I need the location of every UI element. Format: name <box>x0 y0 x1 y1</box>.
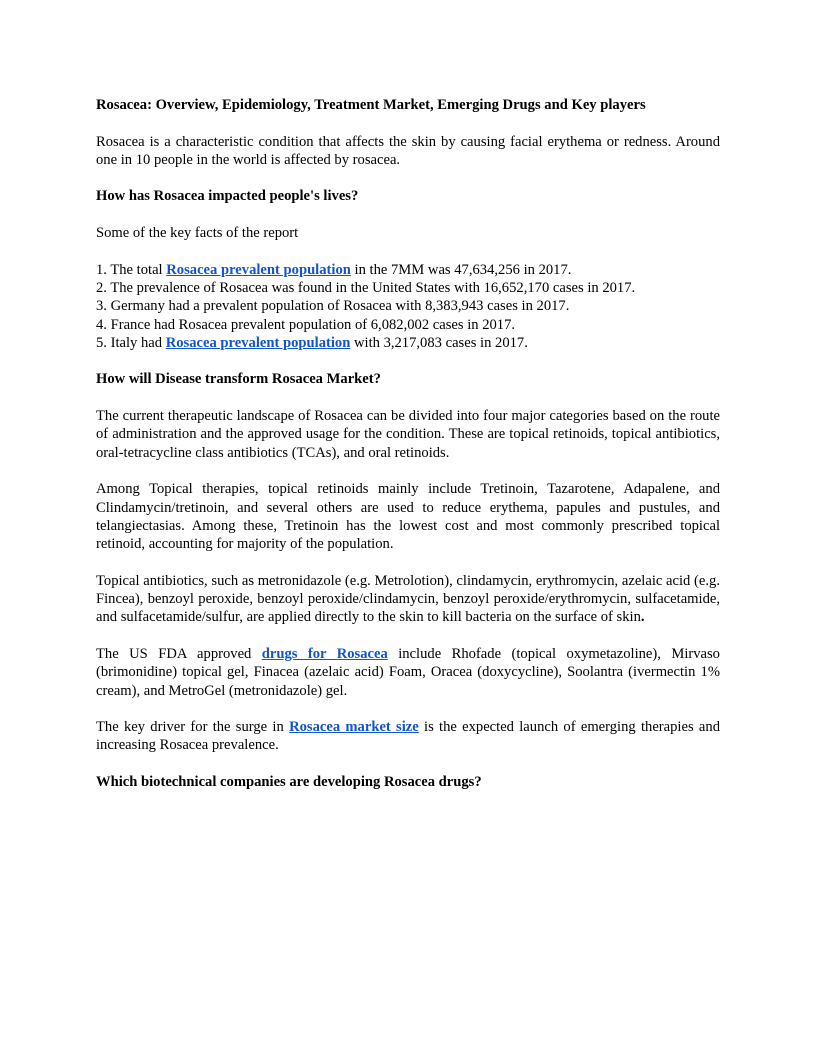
fda-prefix: The US FDA approved <box>96 645 262 662</box>
fact-item-2: 2. The prevalence of Rosacea was found in the United States with 16,652,170 cases in 2017. <box>96 279 636 296</box>
document-title: Rosacea: Overview, Epidemiology, Treatment Market, Emerging Drugs and Key players <box>96 97 646 113</box>
impact-heading: How has Rosacea impacted people's lives? <box>96 188 359 205</box>
fda-paragraph <box>96 645 720 700</box>
intro-paragraph: Rosacea is a characteristic condition that affects the skin by causing facial erythema or redness. Around one in 10 people in the world is affected by rosacea. <box>96 133 720 168</box>
fact-item-4: 4. France had Rosacea prevalent population of 6,082,002 cases in 2017. <box>96 316 516 333</box>
driver-suffix: is the expected launch of emerging therapies and increasing Rosacea prevalence. <box>96 719 720 754</box>
topical-antibiotics-paragraph <box>96 572 720 627</box>
fda-suffix: include Rhofade (topical oxymetazoline), Mirvaso (brimonidine) topical gel, Finacea (azelaic acid) Foam, Oracea (doxycycline), Soolantra (ivermectin 1% cream), and MetroGel (metronidazole) gel. <box>96 645 720 699</box>
landscape-paragraph: The current therapeutic landscape of Rosacea can be divided into four major categories based on the route of administration and the approved usage for the condition. These are topical retinoids, topical antibiotics, oral-tetracycline class antibiotics (TCAs), and oral retinoids. <box>96 408 720 461</box>
fact-5-suffix: with 3,217,083 cases in 2017. <box>350 334 528 351</box>
driver-prefix: The key driver for the surge in <box>96 719 290 736</box>
driver-paragraph <box>96 718 720 755</box>
rosacea-prevalent-population-link-2[interactable]: Rosacea prevalent population <box>165 334 351 351</box>
fact-1-prefix: 1. The total <box>96 261 167 278</box>
rosacea-market-size-link[interactable]: Rosacea market size <box>289 719 419 736</box>
fact-5-prefix: 5. Italy had <box>96 334 166 351</box>
drugs-for-rosacea-link[interactable]: drugs for Rosacea <box>261 645 388 662</box>
topical-therapies-paragraph: Among Topical therapies, topical retinoids mainly include Tretinoin, Tazarotene, Adapalene, and Clindamycin/tretinoin, and several others are used to reduce erythema, papules and pustules, and telangiectasias. Among these, Tretinoin has the lowest cost and most commonly prescribed topical retinoid, accounting for majority of the population. <box>96 481 720 553</box>
rosacea-prevalent-population-link[interactable]: Rosacea prevalent population <box>166 261 351 278</box>
fact-1-suffix: in the 7MM was 47,634,256 in 2017. <box>350 261 572 278</box>
transform-heading: How will Disease transform Rosacea Market? <box>96 371 381 388</box>
fact-item-1 <box>96 261 720 279</box>
fact-item-5 <box>96 334 720 352</box>
topical-antibiotics-text: Topical antibiotics, such as metronidazole (e.g. Metrolotion), clindamycin, erythromycin, azelaic acid (e.g. Fincea), benzoyl peroxide, benzoyl peroxide/clindamycin, benzoyl peroxide/erythromycin, sulfacetamide, and sulfacetamide/sulfur, are applied directly to the skin to kill bacteria on the surface of skin <box>96 572 720 626</box>
document-page <box>96 96 720 791</box>
topical-antibiotics-period: . <box>640 609 645 626</box>
companies-heading: Which biotechnical companies are developing Rosacea drugs? <box>96 773 482 790</box>
fact-item-3: 3. Germany had a prevalent population of Rosacea with 8,383,943 cases in 2017. <box>96 298 570 315</box>
facts-intro: Some of the key facts of the report <box>96 225 299 242</box>
key-facts-list <box>96 261 720 352</box>
